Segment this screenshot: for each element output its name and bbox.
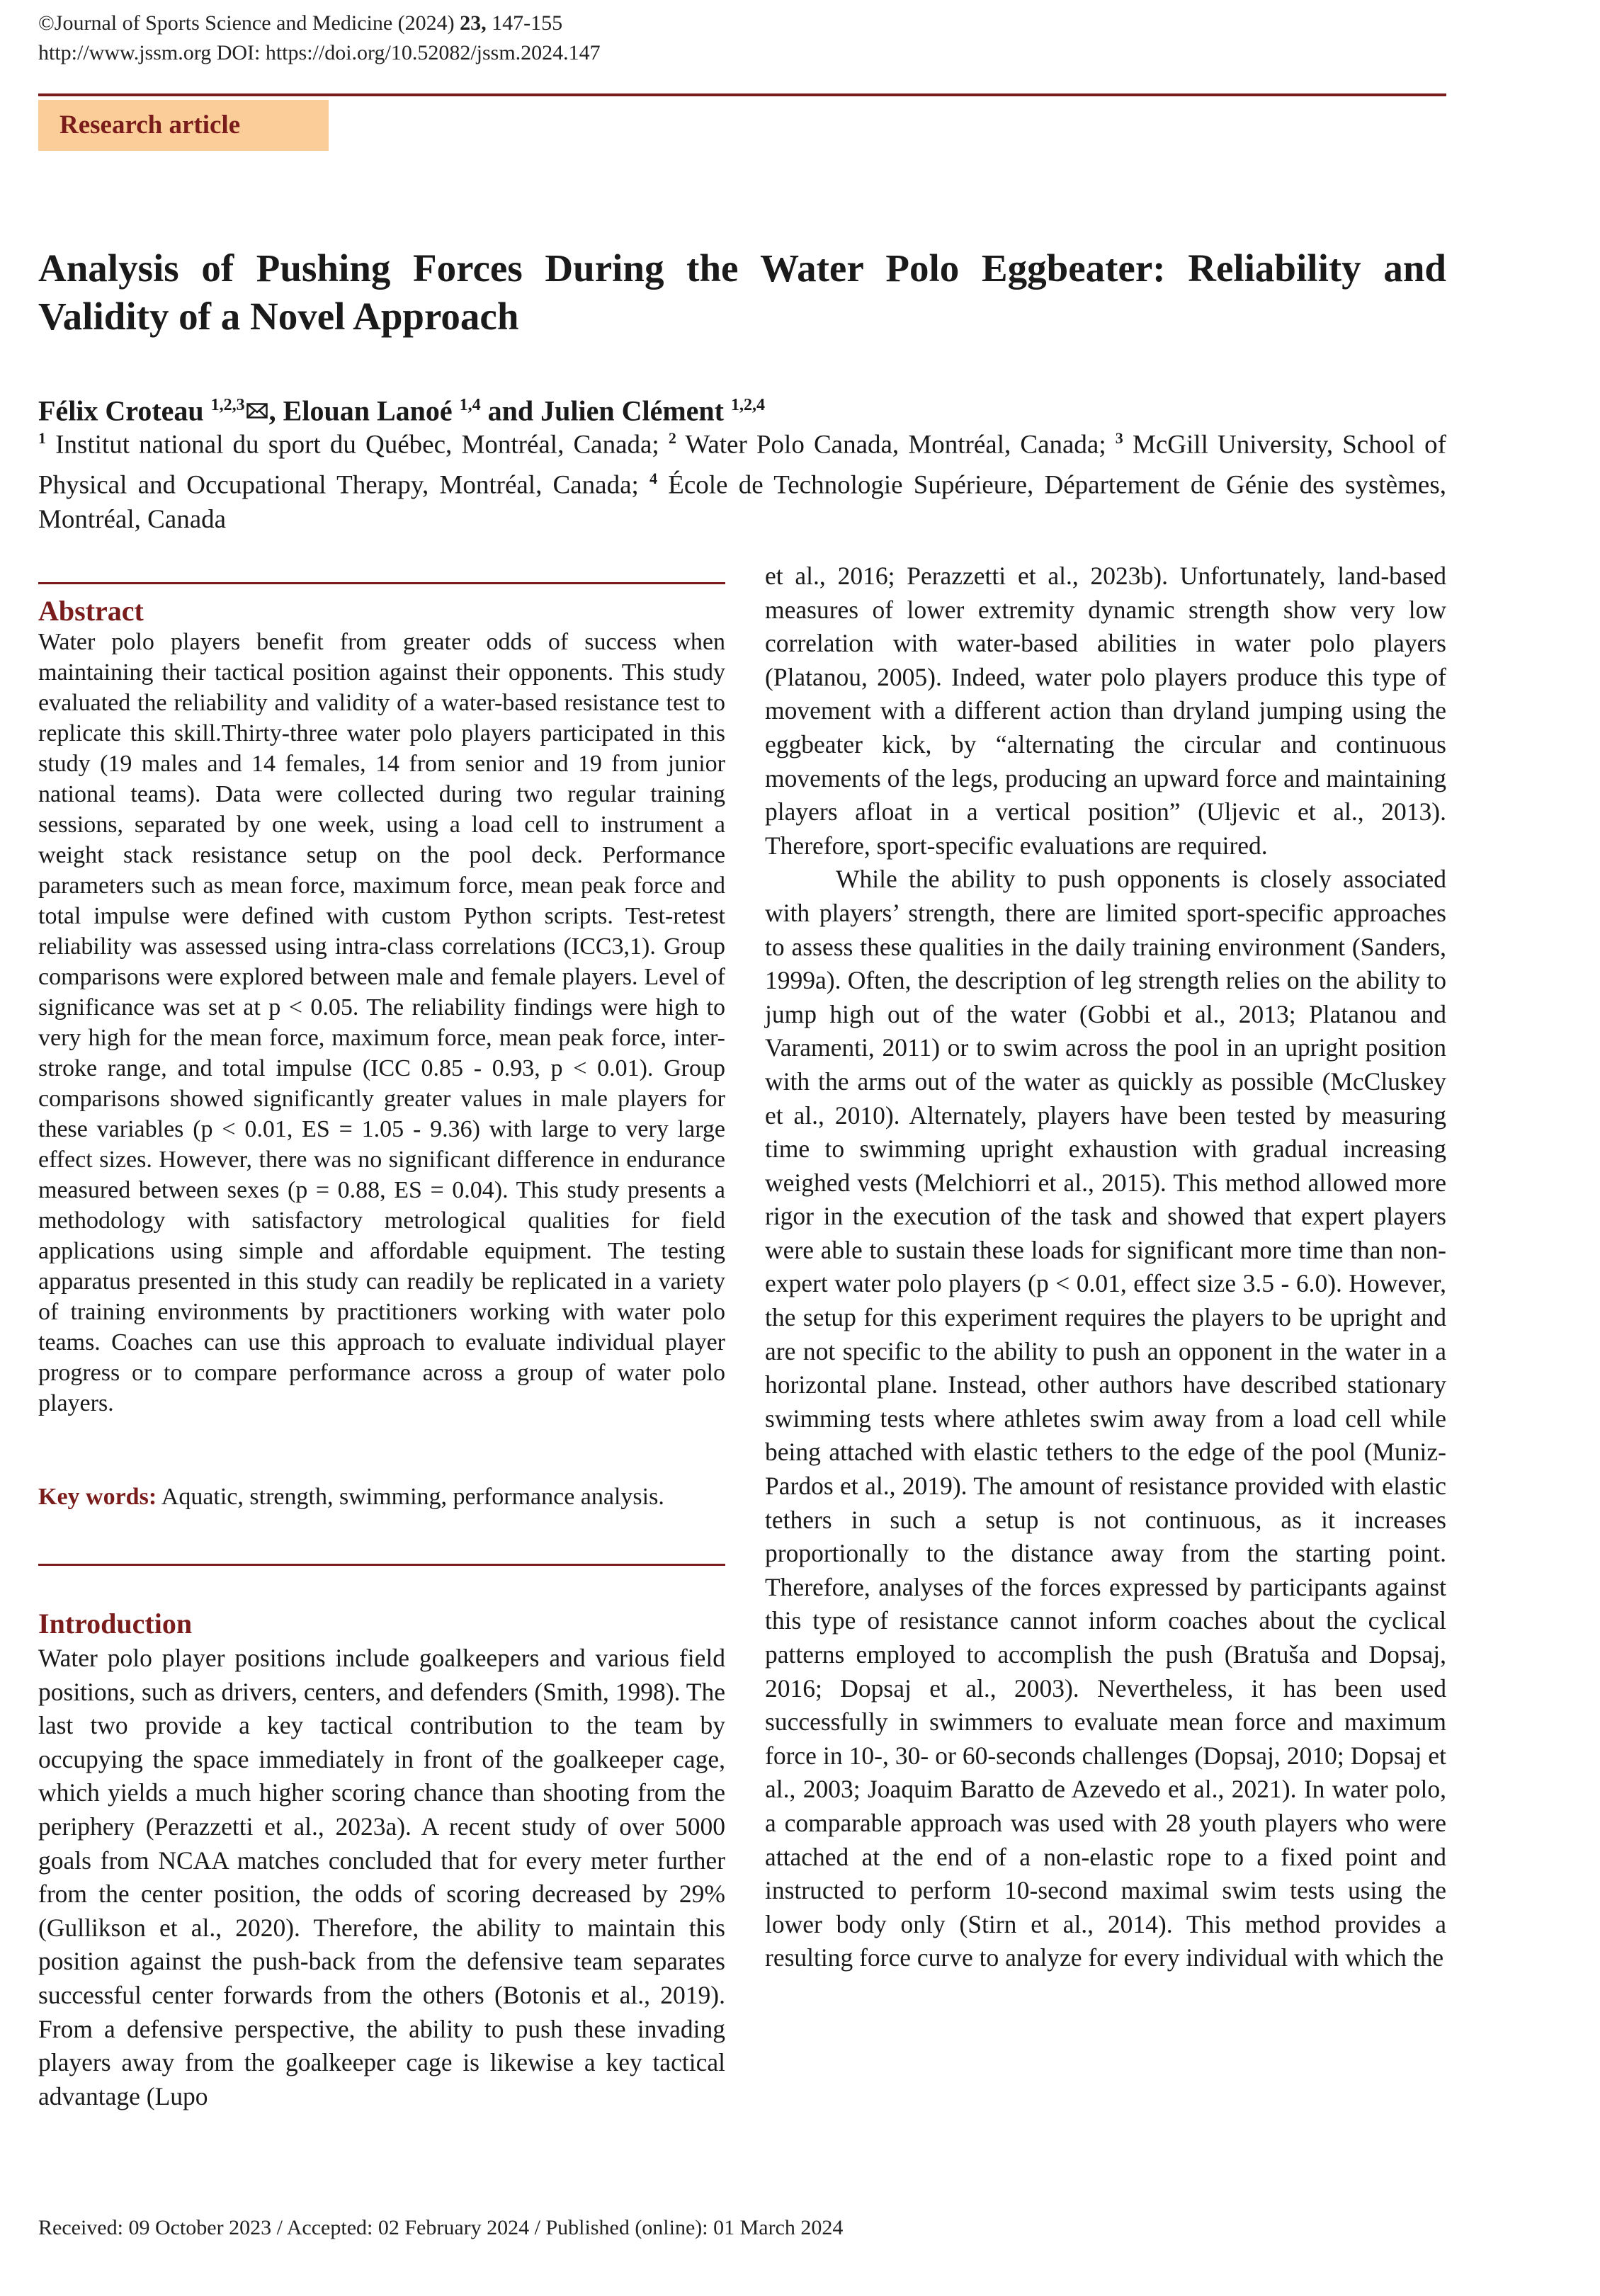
right-column-body xyxy=(765,559,1446,1975)
publication-dates-footer: Received: 09 October 2023 / Accepted: 02 February 2024 / Published (online): 01 March 2024 xyxy=(38,2216,844,2239)
affiliation-text: McGill University, School of Physical and Occupational Therapy, Montréal, Canada; xyxy=(38,430,1447,500)
author-name: Félix Croteau xyxy=(38,394,204,427)
paper-title: Analysis of Pushing Forces During the Water Polo Eggbeater: Reliability and Validity of a Novel Approach xyxy=(38,246,1446,338)
affiliation-text: Institut national du sport du Québec, Montréal, Canada; xyxy=(46,430,669,460)
email-icon[interactable] xyxy=(246,403,268,419)
introduction-heading: Introduction xyxy=(38,1608,193,1639)
paragraph: et al., 2016; Perazzetti et al., 2023b). Unfortunately, land-based measures of lower extremity dynamic strength show very low correlation with water-based abilities in water polo players (Platanou, 2005). Indeed, water polo players produce this type of movement with a different action than dryland jumping using the eggbeater kick, by “alternating the circular and continuous movements of the legs, producing an upward force and maintaining players afloat in a vertical position” (Uljevic et al., 2013). Therefore, sport-specific evaluations are required. xyxy=(765,562,1446,860)
author-name: and Julien Clément xyxy=(480,394,724,427)
author-affiliation-marker: 1,2,3 xyxy=(210,396,245,414)
abstract-bottom-divider xyxy=(38,1564,725,1566)
affiliation-list xyxy=(38,421,1446,537)
abstract-body: Water polo players benefit from greater odds of success when maintaining their tactical position against their opponents. This study evaluated the reliability and validity of a water-based resistance test to replicate this skill.Thirty-three water polo players participated in this study (19 males and 14 females, 14 from senior and 19 from junior national teams). Data were collected during two regular training sessions, separated by one week, using a load cell to instrument a weight stack resistance setup on the pool deck. Performance parameters such as mean force, maximum force, mean peak force and total impulse were defined with custom Python scripts. Test-retest reliability was assessed using intra-class correlations (ICC3,1). Group comparisons were explored between male and female players. Level of significance was set at p < 0.05. The reliability findings were high to very high for the mean force, maximum force, mean peak force, inter-stroke range, and total impulse (ICC 0.85 - 0.93, p < 0.01). Group comparisons showed significantly greater values in male players for these variables (p < 0.01, ES = 1.05 - 9.36) with large to very large effect sizes. However, there was no significant difference in endurance measured between sexes (p = 0.88, ES = 0.04). This study presents a methodology with satisfactory metrological qualities for field applications using simple and affordable equipment. The testing apparatus presented in this study can readily be replicated in a variety of training environments by practitioners working with water polo teams. Coaches can use this approach to evaluate individual player progress or to compare performance across a group of water polo players. xyxy=(38,629,725,1416)
introduction-body: Water polo player positions include goalkeepers and various field positions, such as drivers, centers, and defenders (Smith, 1998). The last two provide a key tactical contribution to the team by occupying the space immediately in front of the goalkeeper cage, which yields a much higher scoring chance than shooting from the periphery (Perazzetti et al., 2023a). A recent study of over 5000 goals from NCAA matches concluded that for every meter further from the center position, the odds of scoring decreased by 29% (Gullikson et al., 2020). Therefore, the ability to maintain this position against the push-back from the defensive team separates successful center forwards from the others (Botonis et al., 2019). From a defensive perspective, the ability to push these invading players away from the goalkeeper cage is likewise a key tactical advantage (Lupo xyxy=(38,1644,725,2110)
abstract-heading: Abstract xyxy=(38,595,144,627)
journal-header xyxy=(38,8,601,68)
abstract-top-divider xyxy=(38,582,725,584)
journal-doi-line: http://www.jssm.org DOI: https://doi.org/10.52082/jssm.2024.147 xyxy=(38,41,601,64)
affiliation-number: 3 xyxy=(1115,429,1123,447)
affiliation-number: 1 xyxy=(38,429,46,447)
author-affiliation-marker: 1,4 xyxy=(459,396,481,414)
paragraph: While the ability to push opponents is closely associated with players’ strength, there are limited sport-specific approaches to assess these qualities in the daily training environment (Sanders, 1999a). Often, the description of leg strength relies on the ability to jump high out of the water (Gobbi et al., 2013; Platanou and Varamenti, 2011) or to swim across the pool in an upright position with the arms out of the water as quickly as possible (McCluskey et al., 2010). Alternately, players have been tested by measuring time to swimming upright exhaustion with gradual increasing weighed vests (Melchiorri et al., 2015). This method allowed more rigor in the execution of the task and showed that expert players were able to sustain these loads for significant more time than non-expert water polo players (p < 0.01, effect size 3.5 - 6.0). However, the setup for this experiment requires the players to be upright and are not specific to the ability to push an opponent in the water in a horizontal plane. Instead, other authors have described stationary swimming tests where athletes swim away from a load cell while being attached with elastic tethers to the edge of the pool (Muniz-Pardos et al., 2019). The amount of resistance provided with elastic tethers in such a setup is not continuous, as it increases proportionally to the distance away from the starting point. Therefore, analyses of the forces expressed by participants against this type of resistance cannot inform coaches about the cyclical patterns employed to accomplish the push (Bratuša and Dopsaj, 2016; Dopsaj et al., 2003). Nevertheless, it has been used successfully in swimmers to evaluate mean force and maximum force in 10-, 30- or 60-seconds challenges (Dopsaj, 2010; Dopsaj et al., 2003; Joaquim Baratto de Azevedo et al., 2021). In water polo, a comparable approach was used with 28 youth players who were attached at the end of a non-elastic rope to a fixed point and instructed to perform 10-second maximal swim tests using the lower body only (Stirn et al., 2014). This method provides a resulting force curve to analyze for every individual with which the xyxy=(765,865,1446,1972)
keywords-label: Key words: xyxy=(38,1484,157,1510)
keywords xyxy=(38,1482,725,1512)
author-affiliation-marker: 1,2,4 xyxy=(730,396,765,414)
header-divider xyxy=(38,93,1446,96)
keywords-text: Aquatic, strength, swimming, performance analysis. xyxy=(157,1484,664,1510)
affiliation-number: 4 xyxy=(649,470,658,488)
affiliation-number: 2 xyxy=(668,429,676,447)
author-name: , Elouan Lanoé xyxy=(268,394,453,427)
affiliation-text: École de Technologie Supérieure, Département de Génie des systèmes, Montréal, Canada xyxy=(38,470,1446,534)
article-type-badge: Research article xyxy=(38,100,329,151)
journal-citation-line: ©Journal of Sports Science and Medicine (2024) 23, 147-155 xyxy=(38,11,563,35)
affiliation-text: Water Polo Canada, Montréal, Canada; xyxy=(676,430,1116,460)
